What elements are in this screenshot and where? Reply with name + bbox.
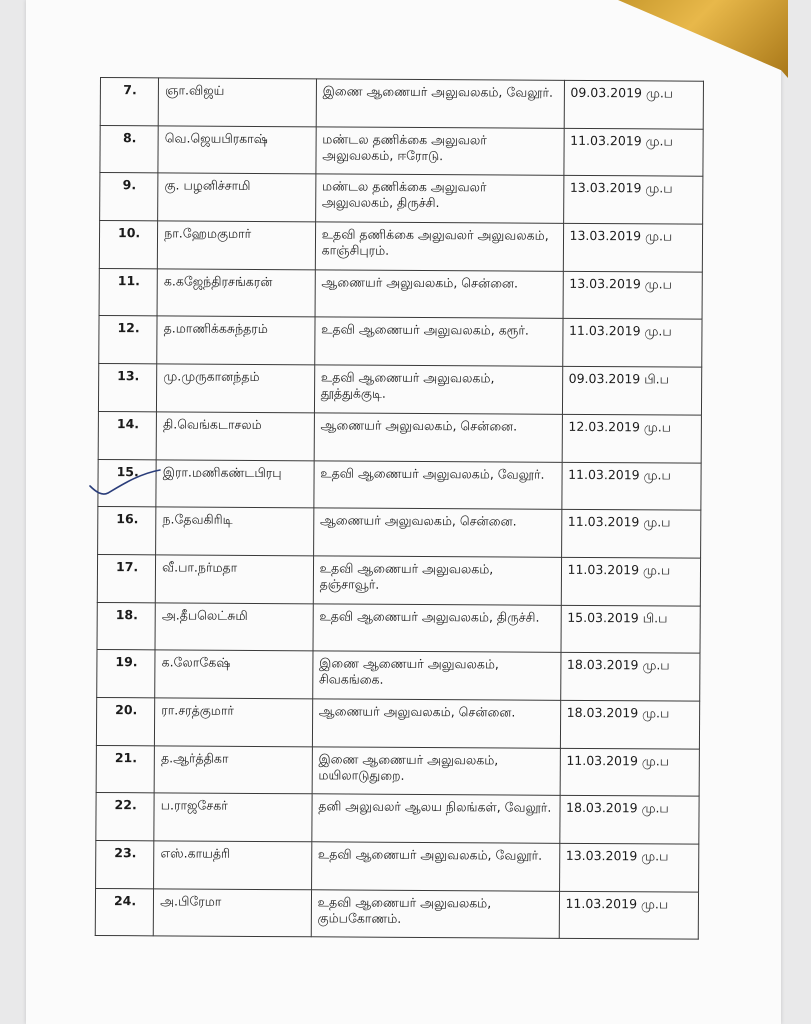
table-row xyxy=(100,173,703,224)
officer-name: தி.வெங்கடாசலம் xyxy=(156,412,314,461)
office-name: உதவி ஆணையர் அலுவலகம், வேலூர். xyxy=(314,460,562,509)
check-mark-icon xyxy=(86,466,166,502)
officer-name: த.ஆர்த்திகா xyxy=(154,745,312,794)
date-session: 11.03.2019 மு.ப xyxy=(560,748,700,797)
office-name: உதவி ஆணையர் அலுவலகம், கரூர். xyxy=(314,317,562,366)
serial-number: 14. xyxy=(98,411,156,459)
office-name: இணை ஆணையர் அலுவலகம், மயிலாடுதுறை. xyxy=(312,746,560,795)
table-row xyxy=(98,411,701,462)
officer-name: ஞா.விஜய் xyxy=(158,78,316,127)
serial-number: 7. xyxy=(100,78,158,126)
table-row xyxy=(96,840,699,891)
date-session: 13.03.2019 மு.ப xyxy=(563,176,703,225)
officer-table xyxy=(95,77,704,940)
table-row xyxy=(100,78,703,129)
office-name: உதவி ஆணையர் அலுவலகம், கும்பகோணம். xyxy=(311,889,559,938)
date-session: 11.03.2019 மு.ப xyxy=(561,462,701,511)
officer-name: அ.தீபலெட்சுமி xyxy=(155,602,313,651)
office-name: உதவி ஆணையர் அலுவலகம், வேலூர். xyxy=(311,842,559,891)
office-name: ஆணையர் அலுவலகம், சென்னை. xyxy=(314,413,562,462)
date-session: 09.03.2019 மு.ப xyxy=(564,80,704,129)
date-session: 11.03.2019 மு.ப xyxy=(561,510,701,559)
office-name: ஆணையர் அலுவலகம், சென்னை. xyxy=(315,270,563,319)
office-name: ஆணையர் அலுவலகம், சென்னை. xyxy=(312,699,560,748)
officer-name: ப.ராஜசேகர் xyxy=(154,793,312,842)
table-row xyxy=(97,554,700,605)
office-name: உதவி ஆணையர் அலுவலகம், தூத்துக்குடி. xyxy=(314,365,562,414)
table-row xyxy=(98,507,701,558)
office-name: இணை ஆணையர் அலுவலகம், வேலூர். xyxy=(316,79,564,128)
date-session: 09.03.2019 பி.ப xyxy=(562,366,702,415)
serial-number: 15. xyxy=(98,459,156,507)
date-session: 11.03.2019 மு.ப xyxy=(559,891,699,940)
officer-name: மு.முருகானந்தம் xyxy=(157,364,315,413)
officer-name: எஸ்.காயத்ரி xyxy=(154,841,312,890)
date-session: 13.03.2019 மு.ப xyxy=(563,223,703,272)
office-name: தனி அலுவலர் ஆலய நிலங்கள், வேலூர். xyxy=(312,794,560,843)
serial-number: 18. xyxy=(97,602,155,650)
table-row xyxy=(98,459,701,510)
office-name: உதவி ஆணையர் அலுவலகம், தஞ்சாவூர். xyxy=(313,556,561,605)
officer-name: வெ.ஜெயபிரகாஷ் xyxy=(158,126,316,175)
office-name: உதவி ஆணையர் அலுவலகம், திருச்சி. xyxy=(313,603,561,652)
office-name: மண்டல தணிக்கை அலுவலர் அலுவலகம், ஈரோடு. xyxy=(316,127,564,176)
officer-name: ந.தேவகிரிடி xyxy=(156,507,314,556)
serial-number: 11. xyxy=(99,268,157,316)
table-row xyxy=(96,697,699,748)
officer-name: கு. பழனிச்சாமி xyxy=(158,173,316,222)
table-row xyxy=(97,650,700,701)
serial-number: 10. xyxy=(99,221,157,269)
officer-name: நா.ஹேமகுமார் xyxy=(158,221,316,270)
table-row xyxy=(98,364,701,415)
folded-corner xyxy=(618,0,788,78)
date-session: 11.03.2019 மு.ப xyxy=(561,557,701,606)
office-name: உதவி தணிக்கை அலுவலர் அலுவலகம், காஞ்சிபுரம். xyxy=(315,222,563,271)
serial-number: 9. xyxy=(100,173,158,221)
officer-name: இரா.மணிகண்டபிரபு xyxy=(156,459,314,508)
table-row xyxy=(99,316,702,367)
serial-number: 20. xyxy=(96,697,154,745)
table-row xyxy=(100,125,703,176)
office-name: ஆணையர் அலுவலகம், சென்னை. xyxy=(313,508,561,557)
table-row xyxy=(99,268,702,319)
serial-number: 13. xyxy=(98,364,156,412)
serial-number: 19. xyxy=(97,650,155,698)
table-row xyxy=(95,888,698,939)
date-session: 11.03.2019 மு.ப xyxy=(563,128,703,177)
serial-number: 21. xyxy=(96,745,154,793)
officer-name: த.மாணிக்கசுந்தரம் xyxy=(157,316,315,365)
serial-number: 23. xyxy=(96,840,154,888)
date-session: 18.03.2019 மு.ப xyxy=(559,796,699,845)
officer-name: அ.பிரேமா xyxy=(153,889,311,938)
office-name: இணை ஆணையர் அலுவலகம், சிவகங்கை. xyxy=(312,651,560,700)
officer-name: வீ.பா.நர்மதா xyxy=(155,555,313,604)
date-session: 18.03.2019 மு.ப xyxy=(560,653,700,702)
table-row xyxy=(97,602,700,653)
officer-name: க.லோகேஷ் xyxy=(155,650,313,699)
serial-number: 12. xyxy=(99,316,157,364)
date-session: 11.03.2019 மு.ப xyxy=(562,319,702,368)
serial-number: 16. xyxy=(98,507,156,555)
date-session: 13.03.2019 மு.ப xyxy=(563,271,703,320)
table-row xyxy=(96,745,699,796)
date-session: 12.03.2019 மு.ப xyxy=(562,414,702,463)
serial-number: 24. xyxy=(95,888,153,936)
serial-number: 8. xyxy=(100,125,158,173)
officer-name: க.கஜேந்திரசங்கரன் xyxy=(157,269,315,318)
date-session: 18.03.2019 மு.ப xyxy=(560,700,700,749)
office-name: மண்டல தணிக்கை அலுவலர் அலுவலகம், திருச்சி. xyxy=(315,174,563,223)
table-row xyxy=(96,793,699,844)
serial-number: 22. xyxy=(96,793,154,841)
date-session: 13.03.2019 மு.ப xyxy=(559,843,699,892)
table-row xyxy=(99,221,702,272)
officer-name: ரா.சரத்குமார் xyxy=(155,698,313,747)
serial-number: 17. xyxy=(97,554,155,602)
date-session: 15.03.2019 பி.ப xyxy=(561,605,701,654)
